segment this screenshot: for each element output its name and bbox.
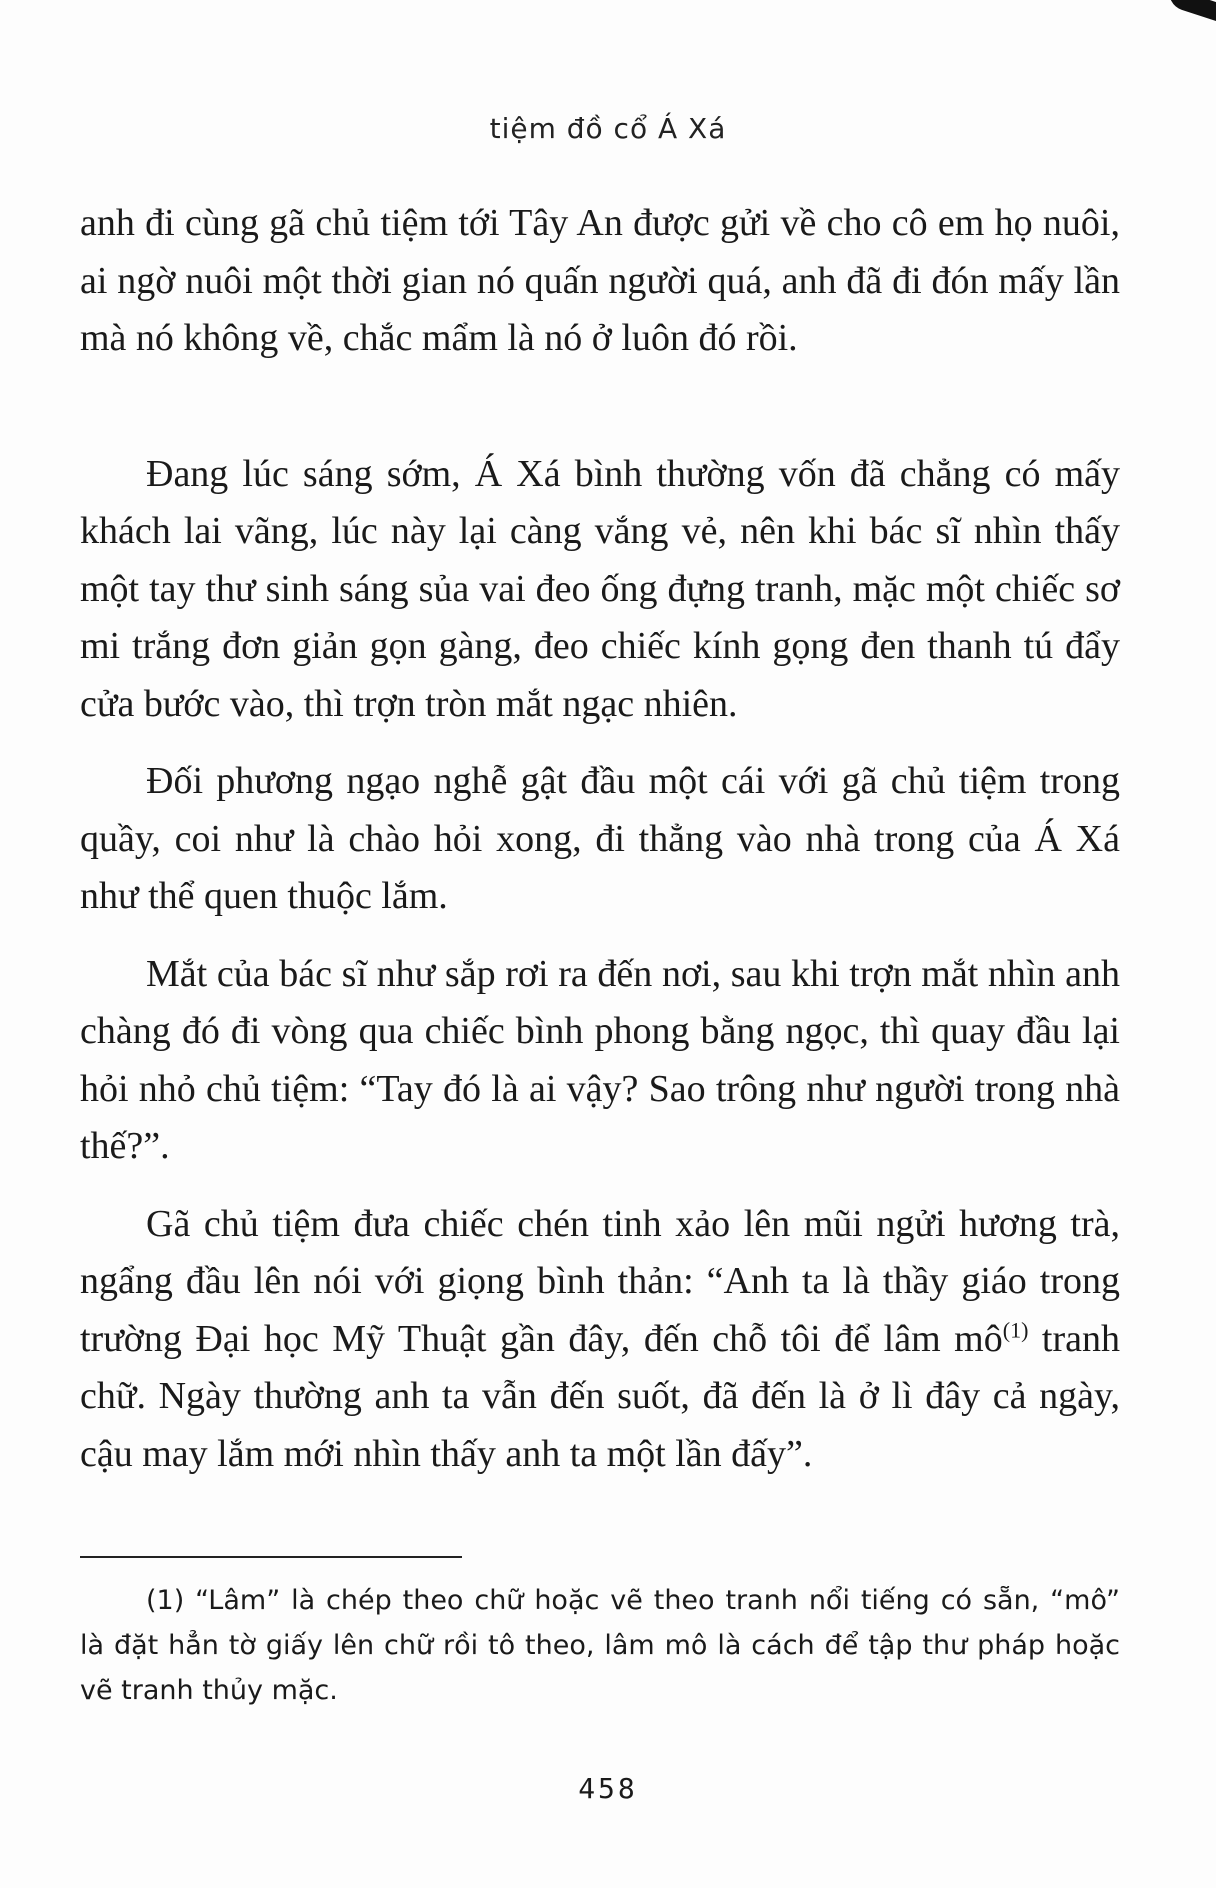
running-head: tiệm đồ cổ Á Xá: [489, 112, 727, 145]
page-number: 458: [578, 1772, 638, 1805]
footnote-reference: (1): [1002, 1316, 1029, 1342]
footnote-divider: [80, 1556, 462, 1558]
paragraph-1: anh đi cùng gã chủ tiệm tới Tây An được gửi về cho cô em họ nuôi, ai ngờ nuôi một thời gian nó quấn người quá, anh đã đi đón mấy lần mà nó không về, chắc mẩm là nó ở luôn đó rồi.: [80, 202, 1120, 359]
paragraph-5: [80, 1196, 1120, 1484]
paragraph-4: Mắt của bác sĩ như sắp rơi ra đến nơi, sau khi trợn mắt nhìn anh chàng đó đi vòng qua chiếc bình phong bằng ngọc, thì quay đầu lại hỏi nhỏ chủ tiệm: “Tay đó là ai vậy? Sao trông như người trong nhà thế?”.: [80, 952, 1120, 1167]
paragraph-5-text-after: tranh chữ. Ngày thường anh ta vẫn đến suốt, đã đến là ở lì đây cả ngày, cậu may lắm mới nhìn thấy anh ta một lần đấy”.: [80, 1317, 1121, 1475]
body-text: [80, 195, 1120, 1483]
paragraph-5-text-before: Gã chủ tiệm đưa chiếc chén tinh xảo lên mũi ngửi hương trà, ngẩng đầu lên nói với giọng bình thản: “Anh ta là thầy giáo trong trường Đại học Mỹ Thuật gần đây, đến chỗ tôi để lâm mô: [80, 1202, 1120, 1360]
footnote: (1) “Lâm” là chép theo chữ hoặc vẽ theo tranh nổi tiếng có sẵn, “mô” là đặt hẳn tờ giấy lên chữ rồi tô theo, lâm mô là cách để tập thư pháp hoặc vẽ tranh thủy mặc.: [80, 1585, 1120, 1706]
paragraph-3: Đối phương ngạo nghễ gật đầu một cái với gã chủ tiệm trong quầy, coi như là chào hỏi xong, đi thẳng vào nhà trong của Á Xá như thể quen thuộc lắm.: [80, 760, 1120, 917]
paragraph-2: Đang lúc sáng sớm, Á Xá bình thường vốn đã chẳng có mấy khách lai vãng, lúc này lại càng vắng vẻ, nên khi bác sĩ nhìn thấy một tay thư sinh sáng sủa vai đeo ống đựng tranh, mặc một chiếc sơ mi trắng đơn giản gọn gàng, đeo chiếc kính gọng đen thanh tú đẩy cửa bước vào, thì trợn tròn mắt ngạc nhiên.: [80, 452, 1120, 725]
scan-corner-mark: [1165, 0, 1216, 23]
